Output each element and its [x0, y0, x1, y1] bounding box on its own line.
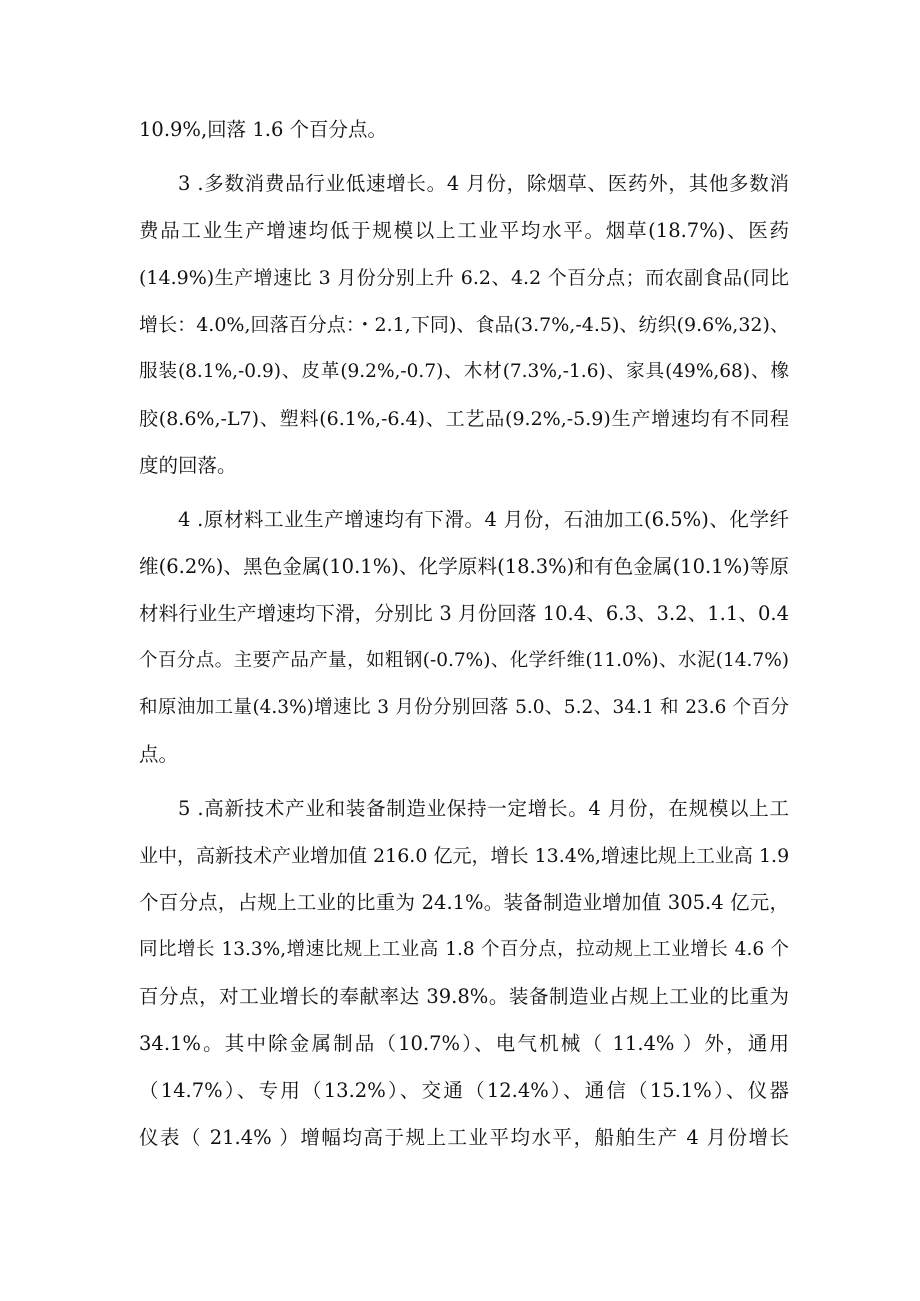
text-line: 费品工业生产增速均低于规模以上工业平均水平。烟草(18.7%)、医药: [139, 219, 789, 242]
text-line: 胶(8.6%,-L7)、塑料(6.1%,-6.4)、工艺品(9.2%,-5.9)生产增速均有不同程: [139, 408, 789, 430]
text-line: 个百分点。主要产品产量，如粗钢(-0.7%)、化学纤维(11.0%)、水泥(14.7%): [139, 650, 789, 671]
text-line: 和原油加工量(4.3%)增速比 3 月份分别回落 5.0、5.2、34.1 和 23.6 个百分: [139, 697, 789, 718]
text-line: （14.7%）、专用（13.2%）、交通（12.4%）、通信（15.1%）、仪器: [139, 1079, 789, 1102]
text-line: 个百分点，占规上工业的比重为 24.1%。装备制造业增加值 305.4 亿元，: [139, 891, 789, 914]
text-line: 服装(8.1%,-0.9)、皮革(9.2%,-0.7)、木材(7.3%,-1.6)、家具(49%,68)、橡: [139, 361, 789, 382]
text-line: 34.1%。其中除金属制品（10.7%）、电气机械（ 11.4% ）外，通用: [139, 1032, 789, 1055]
text-line: 同比增长 13.3%,增速比规上工业高 1.8 个百分点，拉动规上工业增长 4.6 个: [139, 939, 789, 960]
text-line: 10.9%,回落 1.6 个百分点。: [139, 118, 388, 141]
text-line: 4 .原材料工业生产增速均有下滑。4 月份，石油加工(6.5%)、化学纤: [178, 508, 789, 531]
text-line: 业中，高新技术产业增加值 216.0 亿元，增长 13.4%,增速比规上工业高 1.9: [139, 845, 790, 867]
text-line: 仪表（ 21.4% ）增幅均高于规上工业平均水平，船舶生产 4 月份增长: [139, 1126, 789, 1149]
text-line: 维(6.2%)、黑色金属(10.1%)、化学原料(18.3%)和有色金属(10.1%)等原: [139, 555, 789, 578]
text-line: 度的回落。: [139, 454, 237, 477]
text-line: 点。: [139, 743, 179, 766]
text-line: 3 .多数消费品行业低速增长。4 月份，除烟草、医药外，其他多数消: [178, 172, 789, 195]
text-line: 增长：4.0%,回落百分点：・2.1,下同)、食品(3.7%,-4.5)、纺织(9.6%,32)、: [139, 314, 789, 336]
text-line: 5 .高新技术产业和装备制造业保持一定增长。4 月份，在规模以上工: [178, 797, 789, 820]
text-line: 材料行业生产增速均下滑，分别比 3 月份回落 10.4、6.3、3.2、1.1、0.4: [139, 602, 789, 625]
text-line: 百分点，对工业增长的奉献率达 39.8%。装备制造业占规上工业的比重为: [139, 985, 789, 1008]
text-line: (14.9%)生产增速比 3 月份分别上升 6.2、4.2 个百分点；而农副食品(同比: [139, 267, 789, 289]
